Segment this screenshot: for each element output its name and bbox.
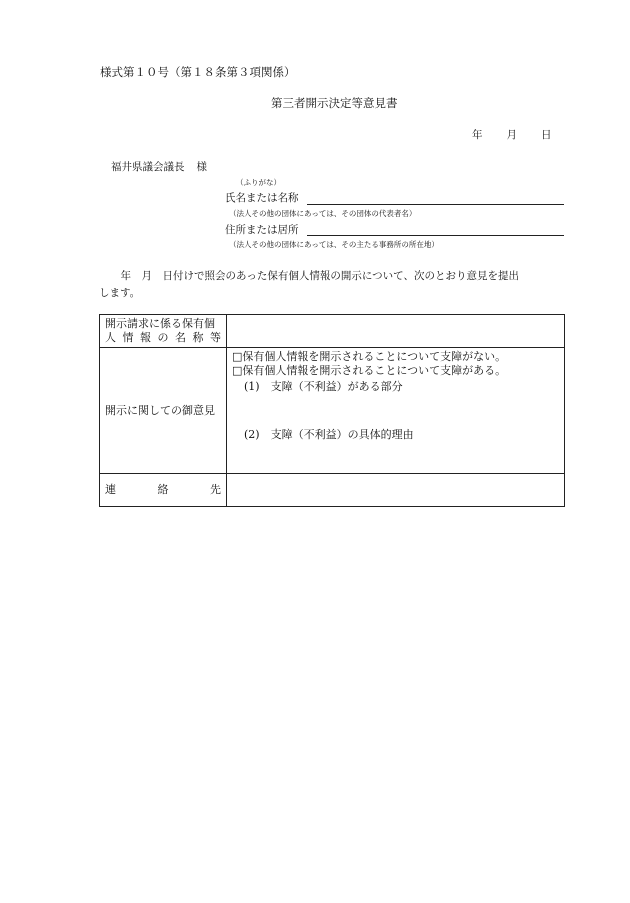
- body-text-line1: 年 月 日付けで照会のあった保有個人情報の開示について、次のとおり意見を提出: [110, 270, 519, 282]
- name-field[interactable]: [307, 204, 564, 205]
- info-name-char: 名: [175, 331, 186, 344]
- opinion-table: [99, 314, 565, 507]
- contact-char: 先: [210, 483, 221, 496]
- info-name-char: 情: [122, 331, 134, 344]
- contact-value-cell[interactable]: [227, 474, 565, 507]
- opinion-label-cell: [100, 348, 227, 474]
- date-line: [472, 127, 552, 142]
- contact-label: [105, 483, 221, 497]
- date-month: 月: [506, 129, 517, 141]
- address-note: （法人その他の団体にあっては、その主たる事務所の所在地）: [229, 240, 439, 249]
- opinion-value-cell: [227, 348, 565, 474]
- info-name-value-cell[interactable]: [227, 315, 565, 348]
- contact-char: 絡: [157, 483, 169, 496]
- contact-char: 連: [105, 483, 116, 496]
- document-title: 第三者開示決定等意見書: [271, 96, 398, 110]
- info-name-label-line2: [105, 331, 221, 345]
- table-row-opinion: [100, 348, 565, 474]
- info-name-char: 報: [140, 331, 151, 344]
- info-name-char: の: [157, 331, 169, 344]
- option-objection[interactable]: □保有個人情報を開示されることについて支障がある。: [232, 364, 507, 377]
- info-name-label-cell: [100, 315, 227, 348]
- table-row-contact: [100, 474, 565, 507]
- info-name-char: 等: [210, 331, 221, 344]
- option-no-objection[interactable]: □保有個人情報を開示されることについて支障がない。: [232, 350, 507, 363]
- opinion-label: 開示に関しての御意見: [105, 403, 215, 417]
- address-label: 住所または居所: [225, 224, 299, 236]
- info-name-char: 人: [105, 331, 116, 344]
- sub-item-affected-part: (1) 支障（不利益）がある部分: [244, 380, 403, 393]
- form-number: 様式第１０号（第１８条第３項関係）: [100, 65, 296, 79]
- addressee-honorific: 様: [196, 161, 207, 173]
- sub-item-specific-reason: (2) 支障（不利益）の具体的理由: [244, 428, 414, 441]
- date-year: 年: [472, 129, 483, 141]
- name-note: （法人その他の団体にあっては、その団体の代表者名）: [229, 209, 417, 218]
- addressee: [111, 159, 207, 174]
- table-row-info-name: [100, 315, 565, 348]
- date-day: 日: [541, 129, 552, 141]
- contact-label-cell: [100, 474, 227, 507]
- address-field[interactable]: [307, 235, 564, 236]
- body-text-line2: します。: [99, 287, 141, 299]
- info-name-label-line1: 開示請求に係る保有個: [105, 317, 215, 330]
- furigana-label: （ふりがな）: [236, 178, 281, 187]
- name-label: 氏名または名称: [225, 192, 299, 204]
- addressee-name: 福井県議会議長: [111, 161, 185, 173]
- info-name-char: 称: [192, 331, 204, 344]
